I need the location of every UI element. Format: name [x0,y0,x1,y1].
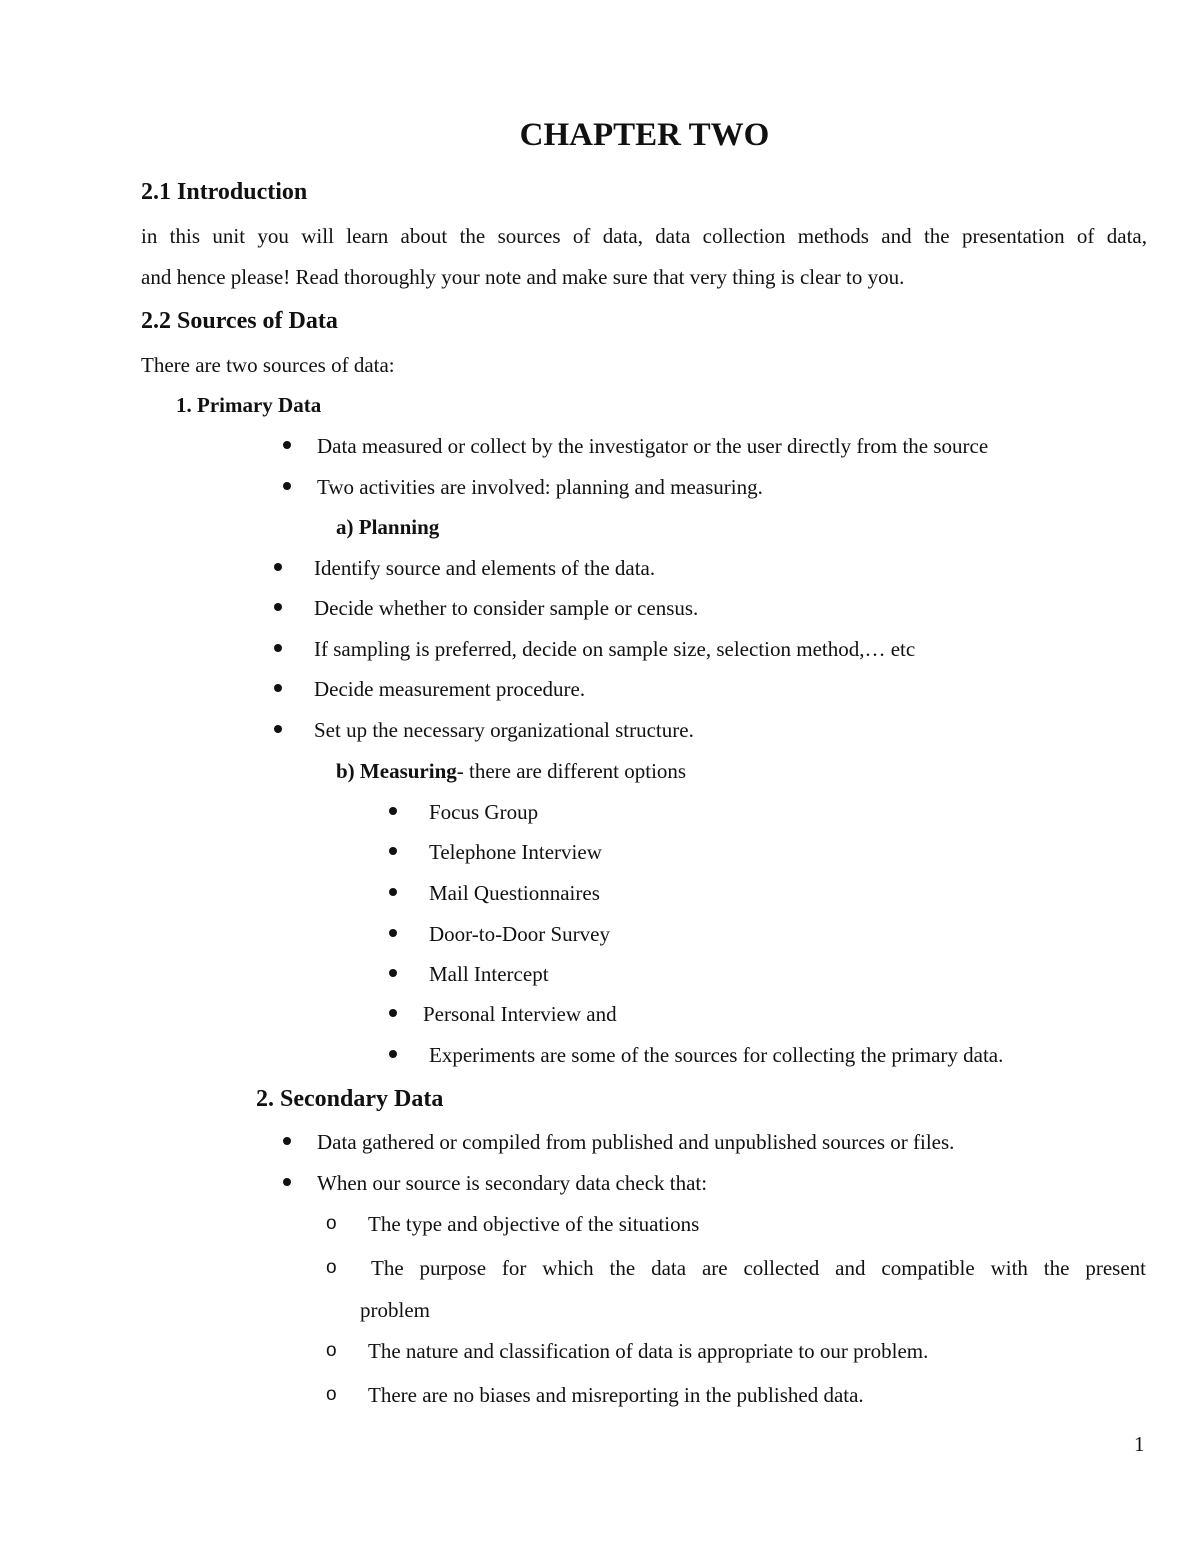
bullet-icon [283,1137,291,1145]
measuring-heading [336,758,686,784]
planning-point: Decide measurement procedure. [314,677,586,701]
secondary-point: When our source is secondary data check that: [317,1171,708,1195]
measuring-option: Focus Group [429,800,539,824]
primary-point: Two activities are involved: planning and measuring. [317,475,763,499]
measuring-option: Mail Questionnaires [429,881,600,905]
bullet-icon [274,603,282,611]
measuring-heading-label: b) Measuring [336,759,457,783]
intro-line-2: and hence please! Read thoroughly your note and make sure that very thing is clear to you. [141,265,905,289]
bullet-icon [274,563,282,571]
chapter-title: CHAPTER TWO [519,117,770,153]
circle-bullet-icon: o [326,1384,337,1405]
bullet-icon [274,684,282,692]
planning-point: Set up the necessary organizational structure. [314,718,694,742]
bullet-icon [283,1178,291,1186]
secondary-check: There are no biases and misreporting in the published data. [368,1383,864,1407]
measuring-option: Mall Intercept [429,962,549,986]
sources-heading: 2.2 Sources of Data [141,308,338,334]
measuring-option: Telephone Interview [429,840,602,864]
measuring-option: Door-to-Door Survey [429,922,610,946]
secondary-point: Data gathered or compiled from published and unpublished sources or files. [317,1130,955,1154]
measuring-option: Experiments are some of the sources for collecting the primary data. [429,1043,1004,1067]
bullet-icon [283,482,291,490]
secondary-check: The type and objective of the situations [368,1212,700,1236]
secondary-data-heading: 2. Secondary Data [256,1086,444,1112]
secondary-check: The nature and classification of data is appropriate to our problem. [368,1339,929,1363]
measuring-option: Personal Interview and [423,1002,617,1026]
measuring-heading-rest: - there are different options [456,759,687,783]
bullet-icon [274,725,282,733]
circle-bullet-icon: o [326,1340,337,1361]
bullet-icon [389,1009,397,1017]
primary-point: Data measured or collect by the investigator or the user directly from the source [317,434,989,458]
bullet-icon [274,644,282,652]
secondary-check-continued: problem [360,1298,430,1322]
bullet-icon [389,888,397,896]
bullet-icon [389,847,397,855]
primary-data-heading: 1. Primary Data [176,393,322,417]
bullet-icon [389,929,397,937]
planning-heading: a) Planning [336,515,440,539]
bullet-icon [389,969,397,977]
page-number: 1 [1134,1432,1145,1456]
intro-line-1: in this unit you will learn about the sources of data, data collection methods and the presentation of data, [141,224,1147,248]
planning-point: Decide whether to consider sample or census. [314,596,699,620]
circle-bullet-icon: o [326,1257,337,1278]
planning-point: Identify source and elements of the data. [314,556,656,580]
intro-heading: 2.1 Introduction [141,179,308,205]
bullet-icon [283,441,291,449]
bullet-icon [389,807,397,815]
planning-point: If sampling is preferred, decide on sample size, selection method,… etc [314,637,916,661]
secondary-check: The purpose for which the data are collected and compatible with the present [371,1256,1146,1280]
bullet-icon [389,1050,397,1058]
circle-bullet-icon: o [326,1213,337,1234]
sources-lead: There are two sources of data: [141,353,395,377]
